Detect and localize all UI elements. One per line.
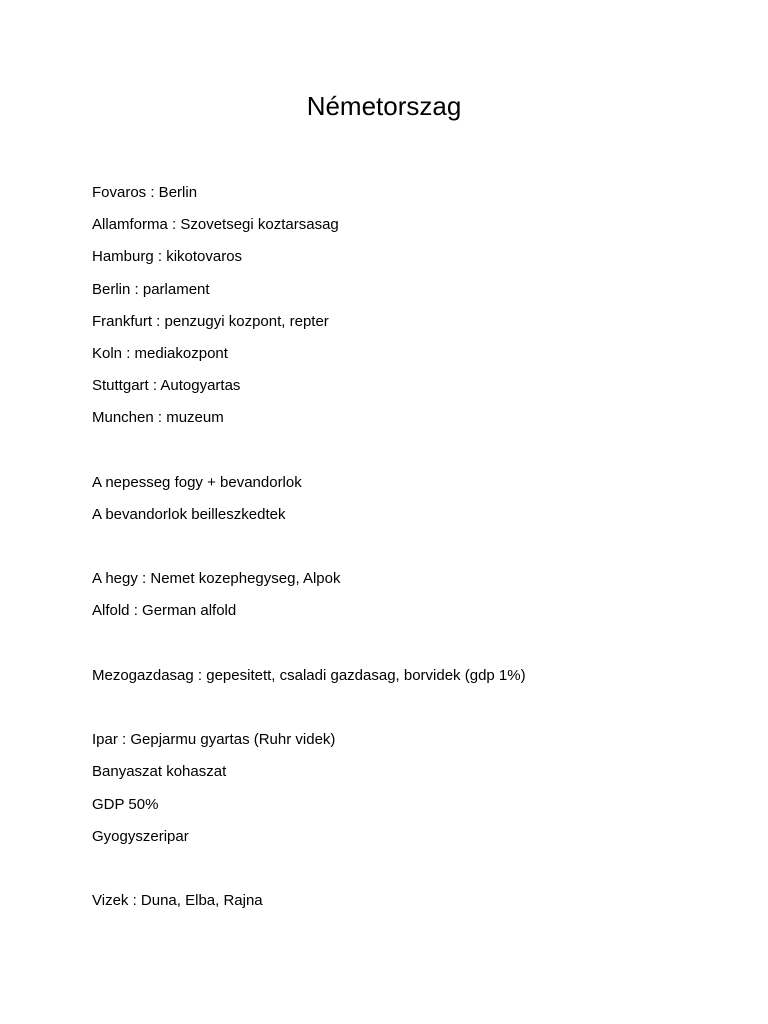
text-line-industry: Ipar : Gepjarmu gyartas (Ruhr videk) xyxy=(92,731,336,748)
text-line-berlin: Berlin : parlament xyxy=(92,281,210,298)
text-line-population: A nepesseg fogy + bevandorlok xyxy=(92,474,302,491)
text-line-mountains: A hegy : Nemet kozephegyseg, Alpok xyxy=(92,570,341,587)
text-line-waters: Vizek : Duna, Elba, Rajna xyxy=(92,892,263,909)
page-title: Németorszag xyxy=(306,91,462,121)
text-line-immigrants: A bevandorlok beilleszkedtek xyxy=(92,506,286,523)
text-line-government: Allamforma : Szovetsegi koztarsasag xyxy=(92,216,339,233)
text-line-frankfurt: Frankfurt : penzugyi kozpont, repter xyxy=(92,313,329,330)
text-line-stuttgart: Stuttgart : Autogyartas xyxy=(92,377,241,394)
text-line-hamburg: Hamburg : kikotovaros xyxy=(92,248,243,265)
text-line-capital: Fovaros : Berlin xyxy=(92,184,198,201)
text-line-gdp: GDP 50% xyxy=(92,796,159,813)
text-line-koln: Koln : mediakozpont xyxy=(92,345,228,362)
text-line-mining: Banyaszat kohaszat xyxy=(92,763,227,780)
text-line-lowland: Alfold : German alfold xyxy=(92,602,237,619)
text-line-pharma: Gyogyszeripar xyxy=(92,828,189,845)
text-line-munchen: Munchen : muzeum xyxy=(92,409,224,426)
text-line-agriculture: Mezogazdasag : gepesitett, csaladi gazdasag, borvidek (gdp 1%) xyxy=(92,667,526,684)
